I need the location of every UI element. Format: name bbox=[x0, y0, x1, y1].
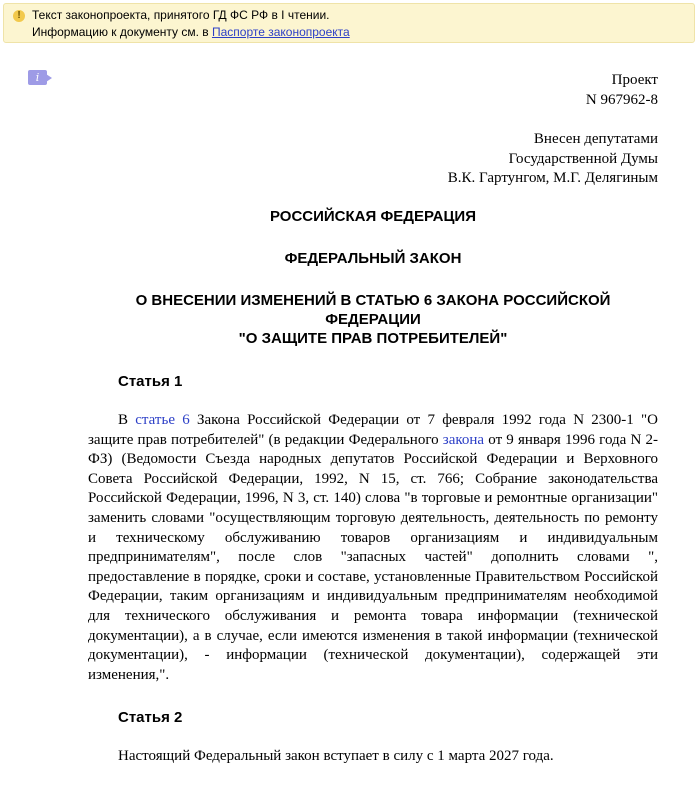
article-2-text: Настоящий Федеральный закон вступает в силу с 1 марта 2027 года. bbox=[118, 748, 554, 765]
article-1-seg-2: Закона Российской Федерации от 7 февраля 1992 года N 2300-1 "О защите прав потребителей" (в редакции Федерального bbox=[88, 411, 658, 448]
introduced-line-1: Внесен депутатами bbox=[533, 131, 658, 148]
introduced-line-2: Государственной Думы bbox=[508, 150, 658, 167]
draft-number: N 967962-8 bbox=[585, 91, 658, 108]
info-icon[interactable]: i bbox=[28, 70, 47, 85]
article-2-title: Статья 2 bbox=[118, 709, 183, 727]
law-title bbox=[88, 291, 658, 348]
warning-icon: ! bbox=[13, 10, 25, 22]
introduced-by-block bbox=[88, 130, 658, 189]
article-1-seg-3: от 9 января 1996 года N 2-ФЗ) (Ведомости Съезда народных депутатов Российской Федерации и Верховного Совета Российской Федерации, 1992, N 15, ст. 766; Собрание законодательства Российской Федерации, 1996, N 3, ст. 140) слова "в торговые и ремонтные организации" заменить словами "осуществляющим торговую деятельность, деятельность по ремонту и техническому обслуживанию товаров организациям и индивидуальным предпринимателям", после слов "запасных частей" дополнить словами ", предоставление в порядке, сроки и составе, установленные Правительством Российской Федерации, таким организациям и индивидуальным предпринимателям необходимой для технического обслуживания и ремонта товара информации (технической документации), а в случае, если имеются изменения в такой информации (технической документации), - информации (технической документации), содержащей эти изменения,". bbox=[88, 431, 658, 683]
notice-line-2 bbox=[32, 24, 350, 41]
draft-label: Проект bbox=[611, 72, 658, 88]
law-type-title: ФЕДЕРАЛЬНЫЙ ЗАКОН bbox=[284, 249, 462, 267]
bill-passport-link[interactable]: Паспорте законопроекта bbox=[211, 25, 350, 39]
article-1-title: Статья 1 bbox=[118, 372, 183, 390]
article-1-text bbox=[88, 411, 658, 685]
law-title-line-1: О ВНЕСЕНИИ ИЗМЕНЕНИЙ В СТАТЬЮ 6 ЗАКОНА РОССИЙСКОЙ ФЕДЕРАЦИИ bbox=[135, 291, 611, 328]
article-6-link[interactable]: статье 6 bbox=[135, 411, 190, 428]
document-body bbox=[88, 71, 658, 767]
introduced-line-3: В.К. Гартунгом, М.Г. Делягиным bbox=[447, 170, 658, 187]
law-title-line-2: "О ЗАЩИТЕ ПРАВ ПОТРЕБИТЕЛЕЙ" bbox=[238, 329, 508, 347]
draft-block bbox=[88, 71, 658, 110]
country-title: РОССИЙСКАЯ ФЕДЕРАЦИЯ bbox=[269, 207, 476, 225]
federal-law-link[interactable]: закона bbox=[442, 431, 485, 448]
notice-line-1: Текст законопроекта, принятого ГД ФС РФ в I чтении. bbox=[32, 8, 330, 22]
article-1-seg-1: В bbox=[118, 411, 136, 428]
document-status-notice bbox=[3, 3, 695, 43]
notice-line-2-prefix: Информацию к документу см. в bbox=[32, 25, 212, 39]
